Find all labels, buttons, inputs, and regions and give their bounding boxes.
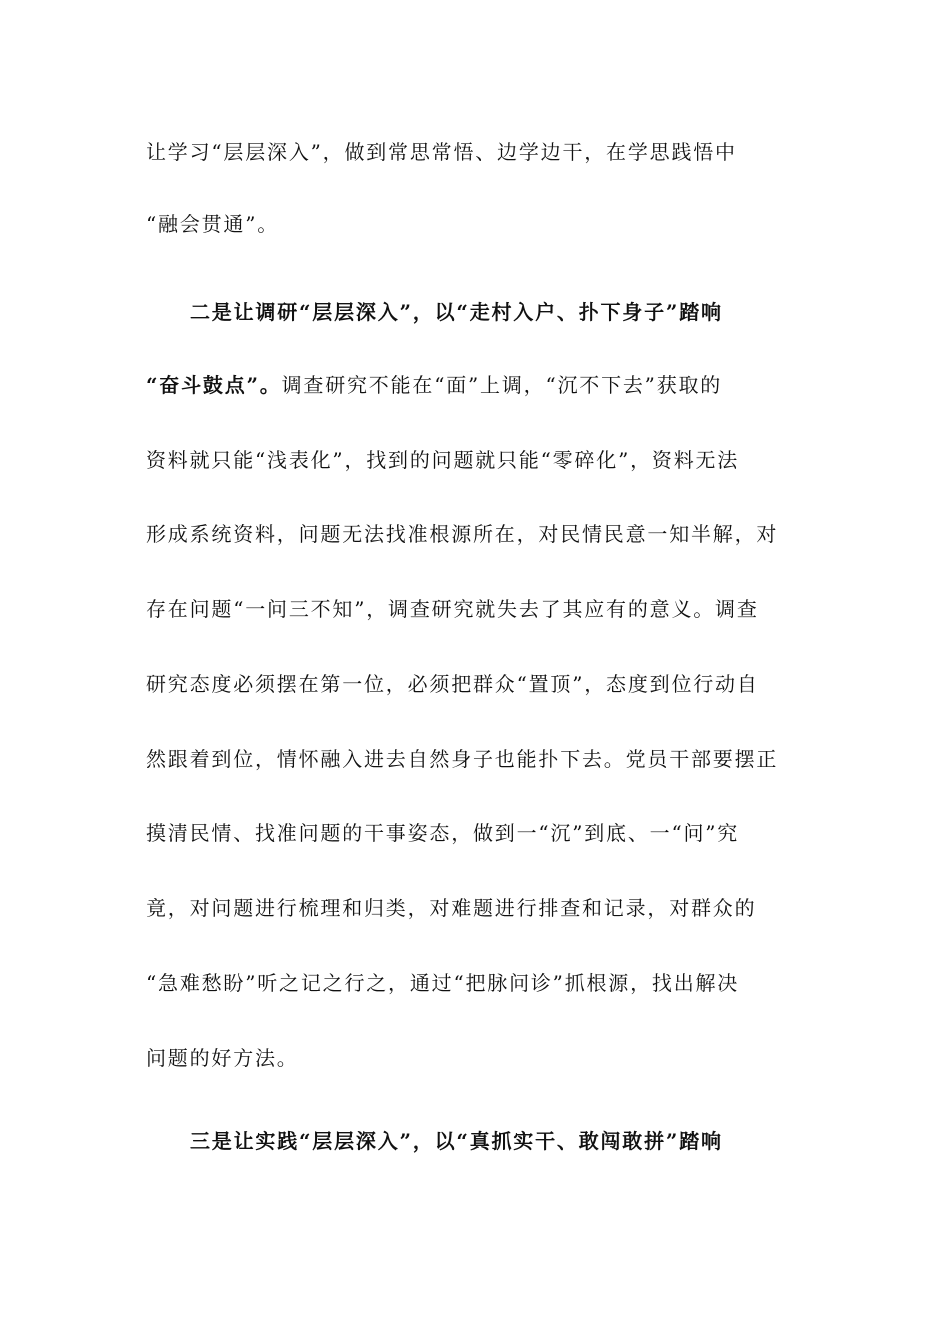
paragraph-line-6: 存在问题“一问三不知”，调查研究就失去了其应有的意义。调查 (146, 597, 759, 621)
paragraph-line-4: 资料就只能“浅表化”，找到的问题就只能“零碎化”，资料无法 (146, 448, 740, 472)
section-heading-3-line-1: 三是让实践“层层深入”，以“真抓实干、敢闯敢拼”踏响 (190, 1129, 723, 1153)
paragraph-line-12: 问题的好方法。 (146, 1046, 299, 1070)
paragraph-line-9: 摸清民情、找准问题的干事姿态，做到一“沉”到底、一“问”究 (146, 821, 740, 845)
paragraph-line-2: “融会贯通”。 (146, 212, 280, 236)
paragraph-line-1: 让学习“层层深入”，做到常思常悟、边学边干，在学思践悟中 (146, 140, 737, 164)
paragraph-line-5: 形成系统资料，问题无法找准根源所在，对民情民意一知半解，对 (146, 522, 779, 546)
paragraph-line-11: “急难愁盼”听之记之行之，通过“把脉问诊”抓根源，找出解决 (146, 971, 740, 995)
paragraph-line-7: 研究态度必须摆在第一位，必须把群众“置顶”，态度到位行动自 (146, 672, 759, 696)
section-heading-2-line-2: “奋斗鼓点”。 (146, 373, 282, 397)
paragraph-line-10: 竟，对问题进行梳理和归类，对难题进行排查和记录，对群众的 (146, 896, 757, 920)
paragraph-line-3-body: 调查研究不能在“面”上调，“沉不下去”获取的 (281, 373, 723, 397)
paragraph-line-3 (146, 371, 806, 399)
paragraph-line-8: 然跟着到位，情怀融入进去自然身子也能扑下去。党员干部要摆正 (146, 747, 779, 771)
section-heading-2-line-1: 二是让调研“层层深入”，以“走村入户、扑下身子”踏响 (190, 300, 723, 324)
